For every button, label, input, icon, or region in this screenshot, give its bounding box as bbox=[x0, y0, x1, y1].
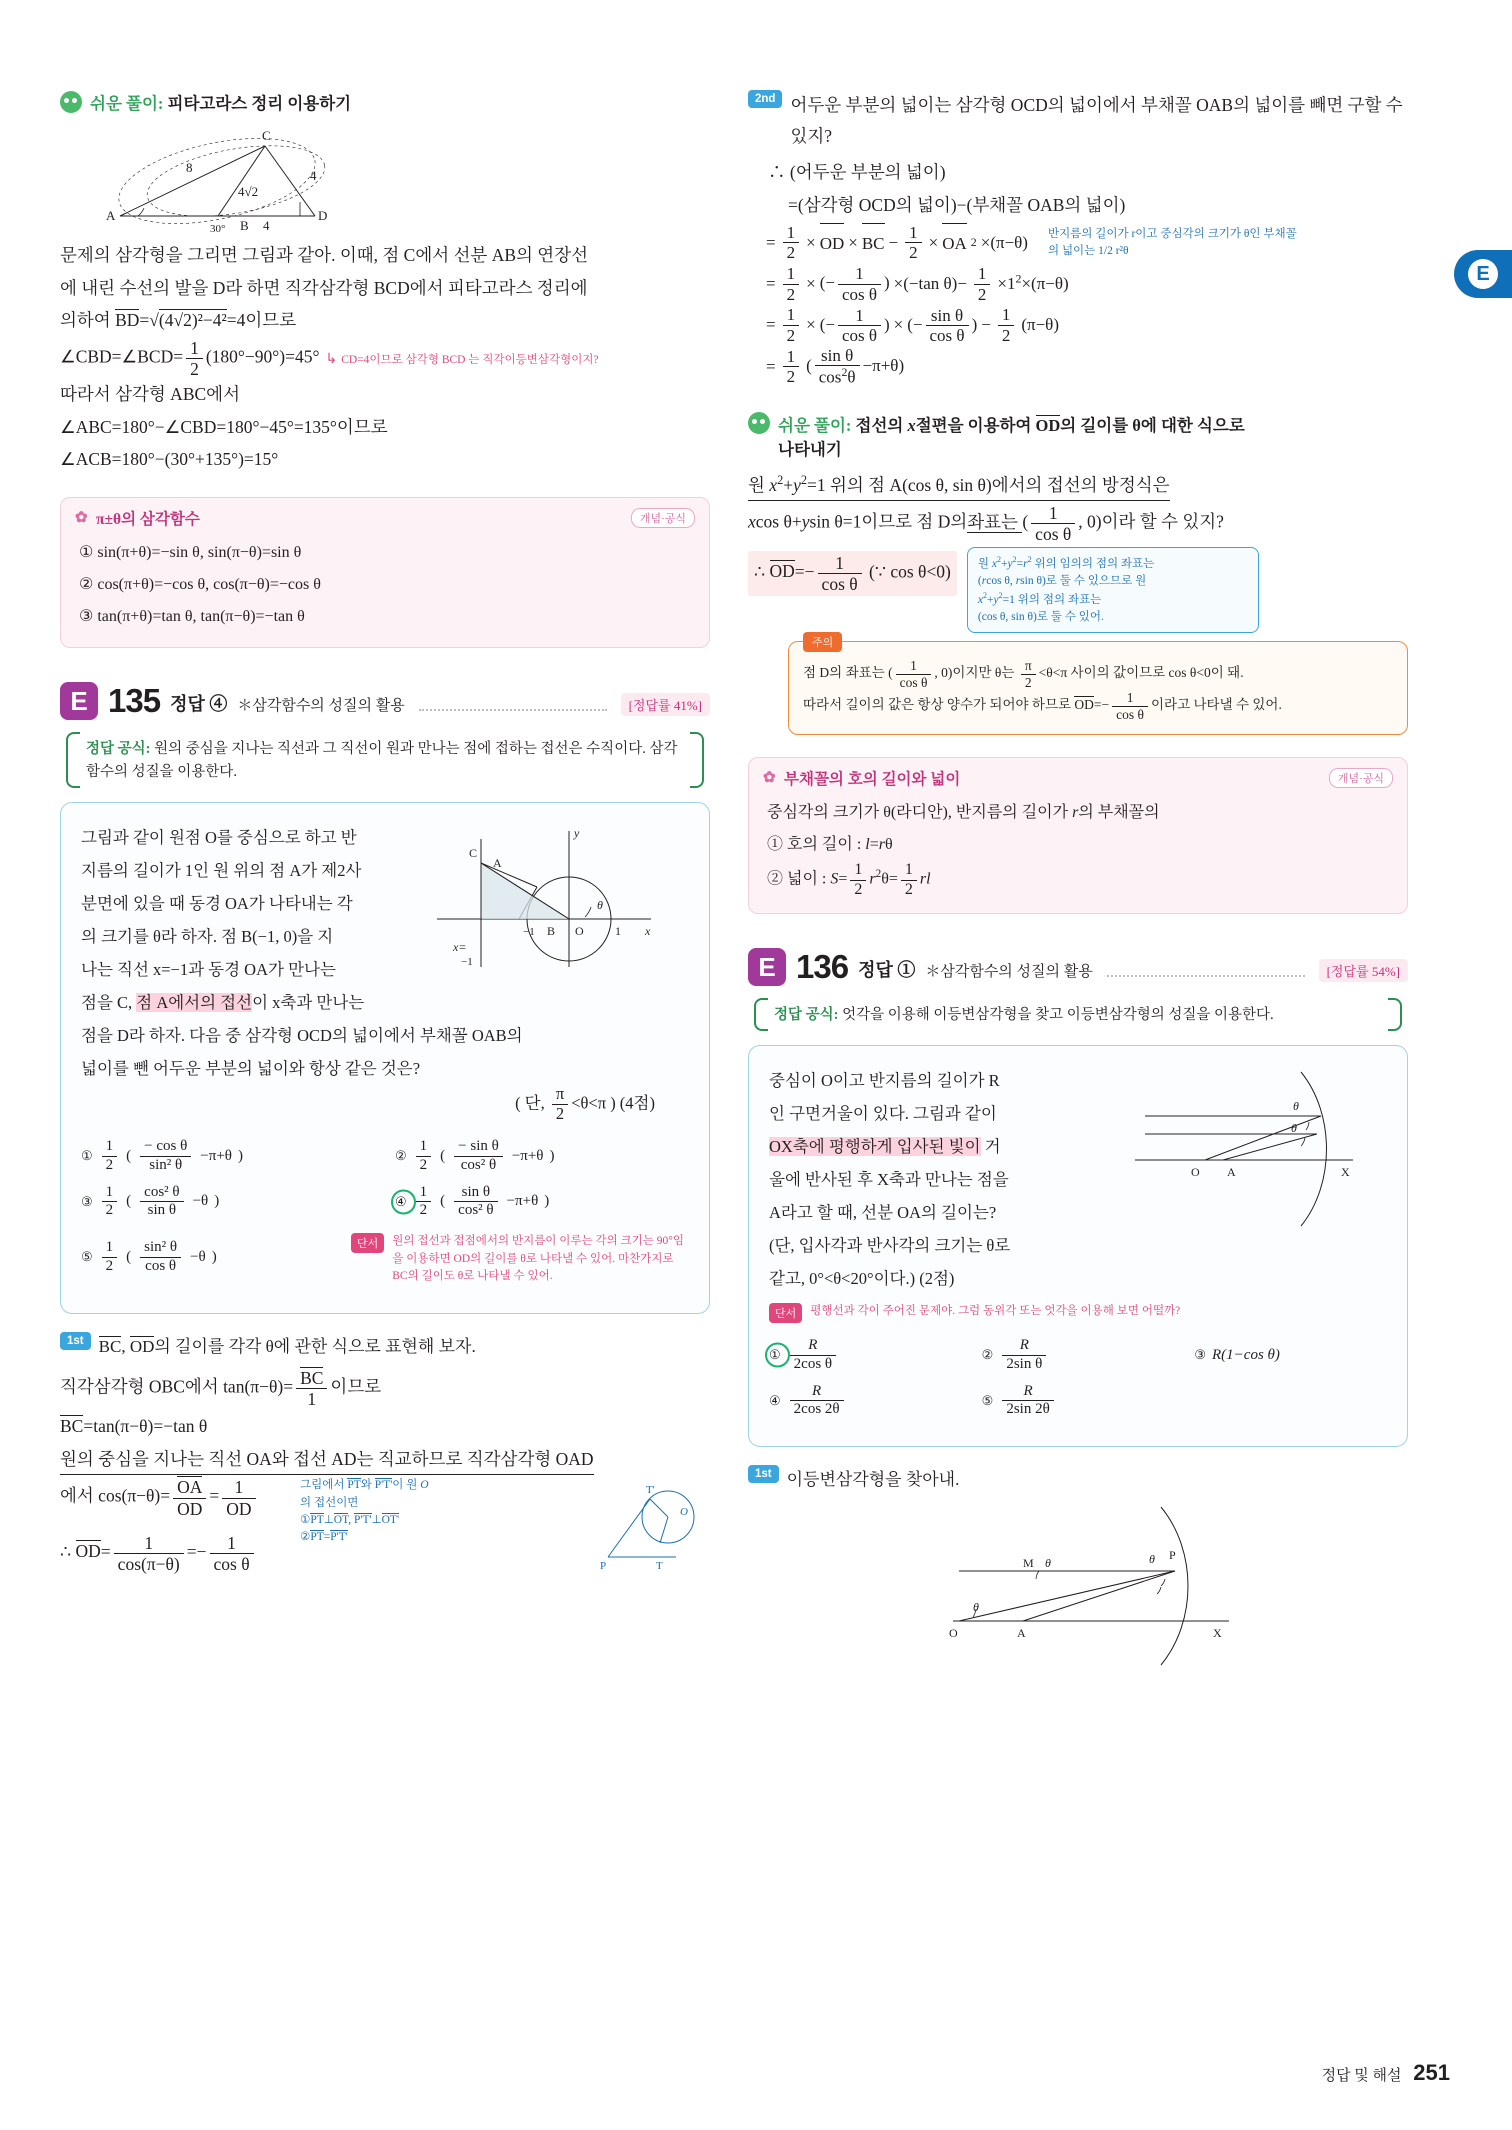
footer-label: 정답 및 해설 bbox=[1321, 2068, 1402, 2084]
leader-dots bbox=[1107, 975, 1305, 977]
question-box-135 bbox=[60, 802, 710, 1314]
question-text-136 bbox=[769, 1064, 1099, 1295]
calc-note: 반지름의 길이가 r이고 중심각의 크기가 θ인 부채꼴의 넓이는 1/2 r²θ bbox=[1047, 227, 1297, 257]
step1-eq-2: ∴ OD= $\frac{1}{\cos(\pi-\theta)}$ =− $\frac{1}{\text{cos θ}}$ bbox=[60, 1533, 290, 1574]
choice-number: ② bbox=[981, 1347, 994, 1362]
svg-text:P: P bbox=[1169, 1548, 1176, 1563]
svg-text:T': T' bbox=[646, 1484, 655, 1497]
question-line: 분면에 있을 때 동경 OA가 나타내는 각 bbox=[81, 894, 353, 914]
easy-solution-header bbox=[60, 90, 710, 114]
left-body-line-4: 따라서 삼각형 ABC에서 bbox=[60, 384, 240, 405]
clue-135 bbox=[351, 1233, 689, 1285]
svg-text:4: 4 bbox=[310, 168, 317, 183]
left-body-line-2: 에 내린 수선의 발을 D라 하면 직각삼각형 BCD에서 피타고라스 정리에 bbox=[60, 277, 588, 298]
easy2-equation: ∴ OD=− $\frac{1}{\text{cos θ}}$ (∵ cos θ<0) bbox=[748, 551, 957, 596]
left-body-line-3: 의하여 BD=√(4√2)²−4²=4이므로 bbox=[60, 310, 297, 331]
svg-text:θ: θ bbox=[973, 1600, 979, 1615]
problem-number: 136 bbox=[796, 948, 849, 986]
choice-den: cos² θ bbox=[458, 1202, 494, 1219]
choice-number: ④ bbox=[395, 1193, 407, 1209]
section-tab-label: E bbox=[1468, 259, 1498, 289]
smiley-icon bbox=[60, 91, 82, 113]
problem-136-header bbox=[748, 948, 1408, 986]
easy-solution-2-lead: 쉬운 풀이: bbox=[778, 415, 852, 435]
svg-text:x: x bbox=[645, 924, 651, 939]
concept-box-body bbox=[749, 793, 1407, 913]
clue-136 bbox=[769, 1303, 1387, 1323]
choice-tail: −π+θ bbox=[200, 1147, 232, 1164]
concept-item: ① 호의 길이 : l=rθ bbox=[767, 836, 893, 854]
choice-num: R bbox=[1002, 1383, 1053, 1401]
concept-item: ② cos(π+θ)=−cos θ, cos(π−θ)=−cos θ bbox=[79, 576, 321, 593]
question-condition: ( 단, $\frac{\pi}{2}$ <θ<π ) (4점) bbox=[515, 1084, 655, 1124]
problem-answer-value: ① bbox=[897, 960, 916, 981]
svg-text:O: O bbox=[949, 1626, 958, 1641]
svg-text:1: 1 bbox=[615, 924, 621, 939]
question-highlight: OX축에 평행하게 입사된 빛이 bbox=[769, 1137, 981, 1157]
choice-1[interactable]: ① $\frac{1}{2}$ ( $\frac{\text{− cos θ}}{\text{sin² θ}}$ −π+θ ) bbox=[81, 1138, 243, 1173]
svg-text:P: P bbox=[600, 1560, 607, 1573]
question-line: A라고 할 때, 선분 OA의 길이는? bbox=[769, 1203, 997, 1223]
choice-num: sin² θ bbox=[140, 1239, 181, 1257]
svg-text:4: 4 bbox=[263, 218, 270, 233]
easy-solution-subject: 피타고라스 정리 이용하기 bbox=[167, 94, 352, 113]
choice-3[interactable]: ③ $\frac{1}{2}$ ( $\frac{\text{cos² θ}}{\text{sin θ}}$ −θ ) bbox=[81, 1183, 220, 1219]
choices-136 bbox=[769, 1337, 1387, 1418]
right-column bbox=[748, 90, 1408, 1671]
calc-line-0: ∴ (어두운 부분의 넓이) bbox=[768, 162, 946, 183]
question-line: (단, 입사각과 반사각의 크기는 θ로 bbox=[769, 1236, 1011, 1256]
figure-isosceles-mirror bbox=[748, 1501, 1408, 1671]
svg-text:A: A bbox=[1017, 1626, 1026, 1641]
choice-tail: −θ bbox=[190, 1248, 206, 1265]
figure-triangle-abc bbox=[60, 124, 710, 234]
step-text: BC, OD의 길이를 각각 θ에 관한 식으로 표현해 보자. bbox=[98, 1337, 476, 1357]
svg-text:A: A bbox=[493, 856, 502, 871]
problem-badge-e: E bbox=[60, 682, 98, 720]
easy-solution-2-subject: 접선의 x절편을 이용하여 OD의 길이를 θ에 대한 식으로 나타내기 bbox=[778, 415, 1245, 459]
caution-line-2: 따라서 길이의 값은 항상 양수가 되어야 하므로 OD=− $\frac{1}{\text{cos θ}}$ 이라고 나타낼 수 있어. bbox=[803, 690, 1282, 722]
concept-box-header bbox=[749, 758, 1407, 793]
easy2-note: 원 $x^2+y^2=r^2$ 위의 임의의 점의 좌표는 (rcos θ, rsin θ)로 둘 수 있으므로 원 $x^2+y^2=1$ 위의 점의 좌표는 (cos θ, sin θ)로 둘 수 있어. bbox=[977, 554, 1155, 623]
answer-formula-text: 엇각을 이용해 이등변삼각형을 찾고 이등변삼각형의 성질을 이용한다. bbox=[842, 1007, 1274, 1024]
choice-tail: −θ bbox=[192, 1193, 209, 1210]
problem-correct-rate: [정답률 41%] bbox=[621, 693, 710, 716]
svg-text:8: 8 bbox=[186, 160, 193, 175]
question-highlight: 점 A에서의 접선 bbox=[136, 993, 253, 1013]
leader-dots bbox=[419, 709, 607, 711]
flower-icon: ✿ bbox=[763, 770, 776, 787]
question-line: 지름의 길이가 1인 원 위의 점 A가 제2사 bbox=[81, 861, 362, 881]
question-box-136 bbox=[748, 1045, 1408, 1447]
problem-answer-label: 정답 bbox=[170, 694, 205, 714]
choice-number: ④ bbox=[769, 1392, 781, 1408]
svg-text:θ: θ bbox=[597, 898, 603, 913]
concept-intro: 중심각의 크기가 θ(라디안), 반지름의 길이가 r의 부채꼴의 bbox=[767, 804, 1160, 822]
choice-number: ① bbox=[769, 1347, 781, 1362]
left-body-line-6: ∠ACB=180°−(30°+135°)=15° bbox=[60, 449, 279, 470]
svg-text:−1: −1 bbox=[461, 956, 473, 969]
figure-spherical-mirror bbox=[1105, 1064, 1365, 1295]
choices-135 bbox=[81, 1138, 689, 1285]
choice-spacer bbox=[1194, 1383, 1387, 1419]
concept-item: ① sin(π+θ)=−sin θ, sin(π−θ)=sin θ bbox=[79, 544, 302, 561]
problem-correct-rate: [정답률 54%] bbox=[1319, 959, 1408, 982]
smiley-icon bbox=[748, 412, 770, 434]
svg-text:−1: −1 bbox=[523, 926, 535, 939]
problem-answer bbox=[170, 690, 227, 720]
svg-text:O: O bbox=[575, 924, 584, 939]
question-line: 의 크기를 θ라 하자. 점 B(−1, 0)을 지 bbox=[81, 927, 334, 947]
question-line: 점을 D라 하자. 다음 중 삼각형 OCD의 넓이에서 부채꼴 OAB의 bbox=[81, 1026, 523, 1046]
question-line: 나는 직선 x=−1과 동경 OA가 만나는 bbox=[81, 960, 336, 980]
choice-5[interactable] bbox=[982, 1383, 1175, 1419]
step1-line-1: 직각삼각형 OBC에서 tan(π−θ)= $\frac{BC}{1}$ 이므로 bbox=[60, 1367, 382, 1410]
bracket-right bbox=[690, 732, 704, 788]
choice-num: − sin θ bbox=[454, 1138, 503, 1156]
choice-number: ③ bbox=[1194, 1347, 1206, 1362]
flower-icon: ✿ bbox=[75, 510, 88, 526]
easy2-line-2: xcos θ+ysin θ=1이므로 점 D의좌표는 ( $\frac{1}{\text{cos θ}}$ , 0)이라 할 수 있지? bbox=[748, 503, 1224, 545]
svg-text:A: A bbox=[106, 208, 116, 223]
question-line: 울에 반사된 후 X축과 만나는 점을 bbox=[769, 1170, 1009, 1190]
answer-formula-136 bbox=[748, 998, 1408, 1031]
easy2-line-1: 원 $x^2+y^2=1$ 위의 점 A(cos θ, sin θ)에서의 접선의 방정식은 bbox=[748, 470, 1170, 502]
choice-number: ③ bbox=[81, 1193, 93, 1209]
problem-answer-label: 정답 bbox=[858, 960, 893, 981]
problem-number: 135 bbox=[108, 682, 161, 719]
bracket-left bbox=[754, 998, 768, 1031]
question-line: 그림과 같이 원점 O를 중심으로 하고 반 bbox=[81, 828, 357, 848]
figure-unit-circle bbox=[419, 821, 669, 1019]
svg-text:X: X bbox=[1341, 1165, 1350, 1180]
choice-den: 2cos 2θ bbox=[793, 1401, 840, 1417]
choice-5[interactable]: ⑤ $\frac{1}{2}$ ( $\frac{\text{sin² θ}}{\text{cos θ}}$ −θ ) bbox=[81, 1239, 217, 1274]
concept-box-body bbox=[61, 533, 709, 647]
question-text-135-cont bbox=[81, 1019, 689, 1085]
page-footer bbox=[1322, 2060, 1450, 2086]
step-2nd-135 bbox=[748, 90, 1408, 151]
question-line: 같고, 0°<θ<20°이다.) (2점) bbox=[769, 1269, 955, 1289]
concept-box-title: 부채꼴의 호의 길이와 넓이 bbox=[784, 771, 961, 789]
choice-num: R bbox=[790, 1337, 836, 1355]
svg-text:θ: θ bbox=[1291, 1121, 1297, 1136]
svg-text:y: y bbox=[574, 826, 580, 841]
angle-cbd-equation: ∠CBD=∠BCD= $\frac{1}{2}$ (180°−90°)=45° bbox=[60, 337, 320, 379]
question-line: 넓이를 뺀 어두운 부분의 넓이와 항상 같은 것은? bbox=[81, 1059, 421, 1079]
choice-number: ⑤ bbox=[81, 1249, 93, 1265]
step-badge: 2nd bbox=[748, 90, 782, 108]
choice-den: cos θ bbox=[145, 1257, 177, 1274]
problem-topic: ＊삼각함수의 성질의 활용 bbox=[925, 964, 1093, 981]
svg-text:θ: θ bbox=[1045, 1556, 1051, 1571]
bracket-left bbox=[66, 732, 80, 788]
svg-text:30°: 30° bbox=[210, 223, 226, 234]
problem-answer-value: ④ bbox=[209, 694, 228, 714]
svg-text:B: B bbox=[240, 218, 249, 233]
svg-text:θ: θ bbox=[1149, 1552, 1155, 1567]
figure-tangent-circle bbox=[590, 1477, 710, 1572]
svg-text:C: C bbox=[262, 128, 271, 143]
svg-text:M: M bbox=[1023, 1556, 1034, 1571]
choice-2[interactable] bbox=[982, 1337, 1175, 1373]
step-badge: 1st bbox=[748, 1465, 779, 1483]
calc-eq-4: = $\frac{1}{2}$ ( $\frac{\text{sin θ}}{\cos^2\theta}$ −π+θ) bbox=[766, 345, 905, 388]
problem-topic: ＊삼각함수의 성질의 활용 bbox=[237, 698, 405, 714]
svg-text:4√2: 4√2 bbox=[238, 184, 259, 199]
answer-formula-label: 정답 공식: bbox=[86, 741, 151, 757]
clue-badge: 단서 bbox=[351, 1233, 384, 1253]
step1-note: 그림에서 PT와 P'T'이 원 O 의 접선이면 ①PT⊥OT, P'T'⊥OT' ②PT=P'T' bbox=[300, 1479, 429, 1544]
easy-solution-lead: 쉬운 풀이: bbox=[90, 94, 164, 113]
bracket-right bbox=[1388, 998, 1402, 1031]
svg-text:O: O bbox=[1191, 1165, 1200, 1180]
step-1st-135 bbox=[60, 1332, 710, 1362]
section-tab-e bbox=[1454, 250, 1512, 298]
choice-den: cos² θ bbox=[460, 1156, 497, 1173]
svg-text:B: B bbox=[547, 924, 556, 939]
concept-box-trig-identities bbox=[60, 497, 710, 648]
svg-text:X: X bbox=[1213, 1626, 1222, 1641]
question-line: OX축에 평행하게 입사된 빛이 거 bbox=[769, 1137, 1001, 1157]
choice-den: sin² θ bbox=[149, 1156, 183, 1173]
answer-formula-135 bbox=[60, 732, 710, 788]
concept-box-title: π±θ의 삼각함수 bbox=[96, 511, 200, 528]
question-line: 중심이 O이고 반지름의 길이가 R bbox=[769, 1071, 1000, 1091]
page-number: 251 bbox=[1413, 2060, 1450, 2085]
concept-box-tag: 개념·공식 bbox=[631, 508, 695, 528]
question-text-135 bbox=[81, 821, 411, 1019]
choice-3[interactable] bbox=[1194, 1337, 1387, 1373]
easy-solution-2-title bbox=[778, 412, 1245, 460]
step1-eq-1: 에서 cos(π−θ)= $\frac{OA}{OD}$ = $\frac{1}{OD}$ bbox=[60, 1477, 290, 1518]
choice-den: 2sin θ bbox=[1006, 1355, 1043, 1372]
left-body-line-1: 문제의 삼각형을 그리면 그림과 같아. 이때, 점 C에서 선분 AB의 연장선 bbox=[60, 245, 589, 265]
choice-4[interactable] bbox=[769, 1383, 962, 1419]
problem-135-header bbox=[60, 682, 710, 720]
choice-plain: R(1−cos θ) bbox=[1212, 1346, 1280, 1363]
calc-line-1: =(삼각형 OCD의 넓이)−(부채꼴 OAB의 넓이) bbox=[788, 194, 1126, 215]
concept-box-header bbox=[61, 498, 709, 533]
question-line: 점을 C, 점 A에서의 접선이 x축과 만나는 bbox=[81, 993, 365, 1013]
choice-num: cos² θ bbox=[140, 1184, 183, 1202]
step-badge: 1st bbox=[60, 1332, 91, 1350]
choice-1[interactable] bbox=[769, 1337, 962, 1373]
svg-text:T: T bbox=[656, 1560, 663, 1573]
choice-4[interactable]: ④ $\frac{1}{2}$ ( $\frac{\text{sin θ}}{\text{cos² θ}}$ −π+θ ) bbox=[395, 1184, 689, 1220]
choice-num: sin θ bbox=[454, 1184, 497, 1202]
choice-tail: −π+θ bbox=[506, 1193, 539, 1210]
calc-eq-2: = $\frac{1}{2}$ × (− $\frac{1}{\text{cos θ}}$ ) ×(−tan θ)− $\frac{1}{2}$ $\times 1^2\times(\pi-\theta)$ bbox=[766, 263, 1069, 305]
choice-num: − cos θ bbox=[140, 1138, 191, 1156]
caution-box bbox=[788, 637, 1408, 735]
easy-solution-title bbox=[90, 90, 351, 114]
choice-num: R bbox=[1002, 1337, 1046, 1355]
step-text: 어두운 부분의 넓이는 삼각형 OCD의 넓이에서 부채꼴 OAB의 넓이를 빼면 구할 수 있지? bbox=[790, 95, 1403, 146]
step-1st-136 bbox=[748, 1465, 1408, 1495]
svg-text:θ: θ bbox=[1293, 1099, 1299, 1114]
concept-box-tag: 개념·공식 bbox=[1329, 768, 1393, 788]
step1-line-2: BC=tan(π−θ)=−tan θ bbox=[60, 1416, 208, 1437]
choice-den: sin θ bbox=[147, 1202, 177, 1219]
question-line: 인 구면거울이 있다. 그림과 같이 bbox=[769, 1104, 997, 1124]
choice-number: ⑤ bbox=[981, 1392, 994, 1408]
concept-item: ② 넓이 : S= $\frac{1}{2}$ $r^2\theta=$ $\frac{1}{2}$ rl bbox=[767, 861, 931, 898]
left-body-line-5: ∠ABC=180°−∠CBD=180°−45°=135°이므로 bbox=[60, 416, 388, 437]
concept-item: ③ tan(π+θ)=tan θ, tan(π−θ)=−tan θ bbox=[79, 608, 305, 625]
choice-den: 2cos θ bbox=[793, 1355, 833, 1372]
problem-answer bbox=[858, 956, 915, 986]
choice-den: 2sin 2θ bbox=[1006, 1401, 1050, 1417]
choice-number: ② bbox=[395, 1148, 407, 1164]
svg-text:A: A bbox=[1227, 1165, 1236, 1180]
angle-cbd-note: CD=4이므로 삼각형 BCD 는 직각이등변삼각형이지? bbox=[341, 353, 599, 366]
calc-block bbox=[766, 223, 1408, 388]
choice-number: ① bbox=[81, 1148, 93, 1164]
choice-2[interactable]: ② $\frac{1}{2}$ ( $\frac{\text{− sin θ}}{\text{cos² θ}}$ −π+θ ) bbox=[395, 1138, 555, 1173]
clue-text: 원의 접선과 접점에서의 반지름이 이루는 각의 크기는 90°임을 이용하면 OD의 길이를 θ로 나타낼 수 있어. 마찬가지로 BC의 길이도 θ로 나타낼 수 있어. bbox=[392, 1235, 684, 1282]
svg-text:O: O bbox=[680, 1506, 688, 1519]
clue-badge: 단서 bbox=[769, 1303, 802, 1323]
clue-text: 평행선과 각이 주어진 문제야. 그럼 동위각 또는 엇각을 이용해 보면 어떨까? bbox=[810, 1305, 1181, 1318]
answer-formula-text: 원의 중심을 지나는 직선과 그 직선이 원과 만나는 점에 접하는 접선은 수직이다. 삼각함수의 성질을 이용한다. bbox=[86, 741, 678, 781]
easy-solution-2-header bbox=[748, 412, 1408, 460]
caution-badge: 주의 bbox=[803, 632, 842, 652]
answer-formula-label: 정답 공식: bbox=[774, 1007, 839, 1024]
concept-box-sector bbox=[748, 757, 1408, 914]
calc-eq-3: = $\frac{1}{2}$ × (− $\frac{1}{\text{cos θ}}$ ) × (− $\frac{\text{sin θ}}{\text{cos θ}}$ ) − $\frac{1}{2}$ (π−θ) bbox=[766, 305, 1059, 346]
svg-text:D: D bbox=[318, 208, 328, 223]
choice-tail: −π+θ bbox=[511, 1147, 544, 1164]
step-text: 이등변삼각형을 찾아내. bbox=[786, 1470, 960, 1490]
svg-text:C: C bbox=[469, 846, 478, 861]
calc-eq-1: = $\frac{1}{2}$ × OD × BC − $\frac{1}{2}$ × OA 2 ×(π−θ) 반지름의 길이가 r이고 중심각의 크기가 θ인 부채꼴의 넓이는 1/2 r²θ bbox=[766, 222, 1297, 263]
left-column: 쉬운 풀이: 피타고라스 정리 이용하기 C 8 4 4√2 A 30° B 4 D 문제의 삼각형을 그리면 그림과 같아. 이때, 점 C에서 선분 AB의 연장선 에 내린 수선의 발을 D라 하면 직각삼각형 BCD에서 피타고라스 정리에 의하여 BD=√(4√2)²−4²=4이므로 ∠CBD=∠BCD= $\frac{1}{2}$ (180°−90°)=45° ↳ CD=4이므로 삼각형 BCD 는 직각이등변삼각형이지? 따라서 삼각형 ABC에서 ∠ABC=180°−∠CBD=180°−45°=135°이므로 ∠ACB=180°−(30°+135°)=15° ✿ π±θ의 삼각함수 개념·공식 ① sin(π+θ)=−sin θ, sin(π−θ)=sin θ ② cos(π+θ)=−cos θ, cos(π−θ)=−cos θ ③ tan(π+θ)=tan θ, tan(π−θ)=−tan θ E 135 정답 ④ ＊삼각함수의 성질의 활용 [정답률 41%] 정답 공식: 원의 중심을 지나는 직선과 그 직선이 원과 만나는 점에 접하는 접선은 수직이다. 삼각함수의 성질을 이용한다. 그림과 같이 원점 O를 중심으로 하고 반 지름의 길이가 1인 원 위의 점 A가 제2사 분면에 있을 때 동경 OA가 나타내는 각 의 크기를 θ라 하자. 점 B(−1, 0)을 지 나는 직선 x=−1과 동경 OA가 만나는 점을 C, 점 A에서의 접선이 x축과 만나는 y C A θ −1 B O 1 x x= −1 점을 D라 하자. 다음 중 삼각형 OCD의 넓이에서 부채꼴 OAB의 넓이를 뺀 어두운 부분의 넓이와 항상 같은 것은? ( 단, $\frac{\pi}{2}$ <θ<π ) (4점) ① $\frac{1}{2}$ ( $\frac{\text{− cos θ}}{\text{sin² θ}}$ −π+θ ) ② $\frac{1}{2}$ ( $\frac{\text{− sin θ}}{\text{cos² θ}}$ −π+θ ) ③ $\frac{1}{2}$ ( $\frac{\text{cos² θ}}{\text{sin θ}}$ −θ ) ④ $\frac{1}{2}$ ( $\frac{\text{sin θ}}{\text{cos² θ}}$ −π+θ ) ⑤ $\frac{1}{2}$ ( $\frac{\text{sin² θ}}{\text{cos θ}}$ −θ ) 단서 원의 접선과 접점에서의 반지름이 이루는 각의 크기는 90°임을 이용하면 OD의 길이를 θ로 나타낼 수 있어. 마찬가지로 BC의 길이도 θ로 나타낼 수 있어. 1st BC, OD의 길이를 각각 θ에 관한 식으로 표현해 보자. 직각삼각형 OBC에서 tan(π−θ)= $\frac{BC}{1}$ 이므로 BC=tan(π−θ)=−tan θ 원의 중심을 지나는 직선 OA와 접선 AD는 직교하므로 직각삼각형 OAD 에서 cos(π−θ)= $\frac{OA}{OD}$ = $\frac{1}{OD}$ ∴ OD= $\frac{1}{\cos(\pi-\theta)}$ =− $\frac{1}{\text{cos θ}}$ 그림에서 PT와 P'T'이 원 O 의 접선이면 ①PT⊥OT, P'T'⊥OT' ②PT=P'T' T' O P T bbox=[60, 90, 710, 1576]
svg-text:x=: x= bbox=[453, 940, 467, 955]
step1-line-3: 원의 중심을 지나는 직선 OA와 접선 AD는 직교하므로 직각삼각형 OAD bbox=[60, 1444, 594, 1476]
problem-badge-e: E bbox=[748, 948, 786, 986]
choice-num: R bbox=[790, 1383, 844, 1401]
caution-line-1: 점 D의 좌표는 ( $\frac{1}{\text{cos θ}}$ , 0)이지만 θ는 $\frac{\pi}{2}$ <θ<π 사이의 값이므로 cos θ<0이 돼. bbox=[803, 658, 1244, 690]
